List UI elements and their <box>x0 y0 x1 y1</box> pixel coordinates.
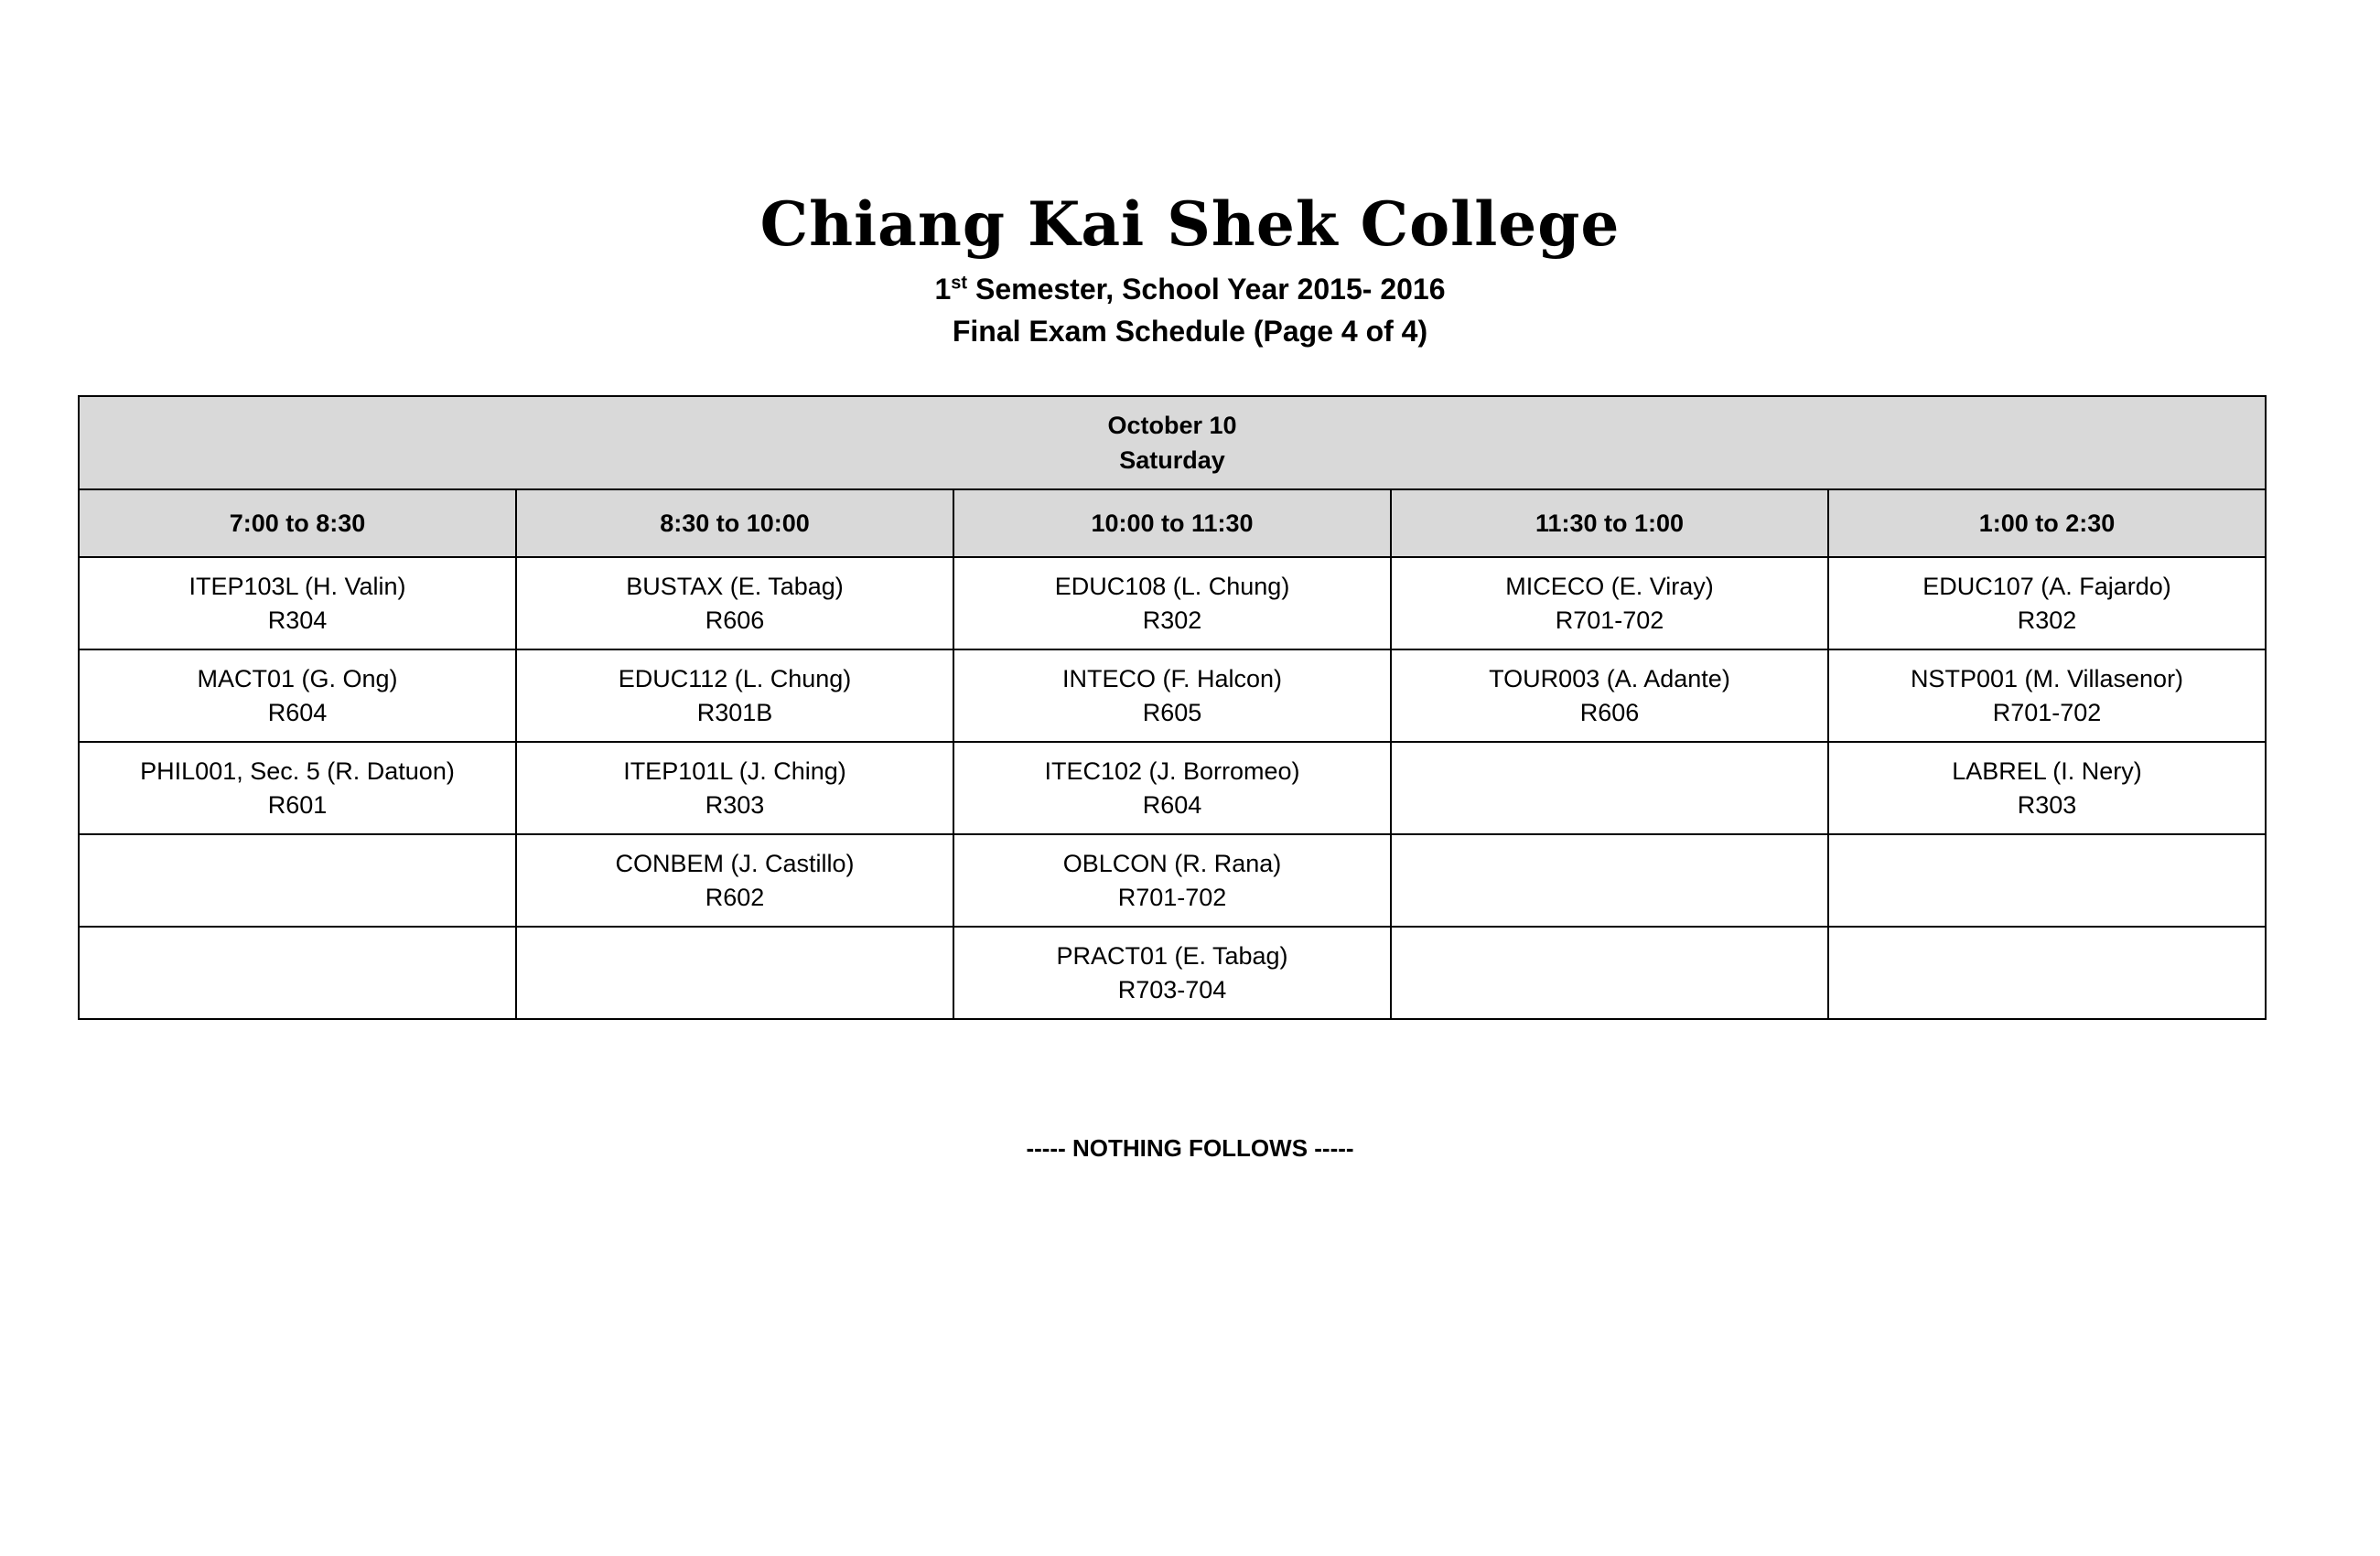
exam-cell <box>1391 557 1828 649</box>
exam-date: October 10 <box>1107 412 1237 439</box>
room: R604 <box>1142 790 1202 819</box>
room: R606 <box>705 606 765 634</box>
time-slot-header-row <box>79 489 2266 557</box>
exam-cell <box>79 927 516 1019</box>
room: R701-702 <box>1117 883 1227 911</box>
exam-cell <box>953 742 1391 834</box>
room: R703-704 <box>1117 975 1227 1003</box>
exam-cell <box>79 742 516 834</box>
course-instructor: MACT01 (G. Ong) <box>197 664 398 692</box>
room: R605 <box>1142 698 1202 726</box>
course-instructor: MICECO (E. Viray) <box>1505 572 1714 600</box>
course-instructor: OBLCON (R. Rana) <box>1062 849 1282 877</box>
course-instructor: NSTP001 (M. Villasenor) <box>1910 664 2184 692</box>
time-slot-header: 1:00 to 2:30 <box>1828 489 2266 557</box>
exam-day: Saturday <box>1119 446 1225 474</box>
time-slot-header: 10:00 to 11:30 <box>953 489 1391 557</box>
time-slot-header: 7:00 to 8:30 <box>79 489 516 557</box>
course-instructor: EDUC108 (L. Chung) <box>1054 572 1290 600</box>
exam-cell <box>1391 927 1828 1019</box>
date-header-cell <box>79 396 2266 489</box>
room: R302 <box>1142 606 1202 634</box>
exam-cell <box>516 742 953 834</box>
room: R303 <box>2017 790 2077 819</box>
exam-cell <box>79 557 516 649</box>
exam-cell <box>1828 834 2266 927</box>
exam-cell <box>953 834 1391 927</box>
table-row <box>79 742 2266 834</box>
course-instructor: LABREL (I. Nery) <box>1952 757 2142 785</box>
schedule-title: Final Exam Schedule (Page 4 of 4) <box>952 315 1428 348</box>
course-instructor: ITEP101L (J. Ching) <box>623 757 846 785</box>
exam-cell <box>516 834 953 927</box>
table-row <box>79 649 2266 742</box>
semester-ordinal-suffix: st <box>951 273 968 294</box>
exam-cell <box>1391 649 1828 742</box>
table-row <box>79 557 2266 649</box>
exam-cell <box>1391 834 1828 927</box>
course-instructor: EDUC112 (L. Chung) <box>618 664 852 692</box>
exam-schedule-table <box>78 395 2267 1020</box>
exam-cell <box>1828 649 2266 742</box>
exam-cell <box>79 834 516 927</box>
college-name: Chiang Kai Shek College <box>759 188 1621 260</box>
room: R302 <box>2017 606 2077 634</box>
room: R304 <box>267 606 328 634</box>
course-instructor: INTECO (F. Halcon) <box>1061 664 1283 692</box>
room: R602 <box>705 883 765 911</box>
course-instructor: PHIL001, Sec. 5 (R. Datuon) <box>140 757 455 785</box>
table-row <box>79 927 2266 1019</box>
exam-cell <box>516 927 953 1019</box>
room: R601 <box>267 790 328 819</box>
course-instructor: TOUR003 (A. Adante) <box>1489 664 1730 692</box>
exam-cell <box>79 649 516 742</box>
room: R701-702 <box>1555 606 1664 634</box>
course-instructor: ITEC102 (J. Borromeo) <box>1044 757 1300 785</box>
exam-cell <box>1391 742 1828 834</box>
exam-cell <box>953 557 1391 649</box>
exam-cell <box>1828 742 2266 834</box>
course-instructor: EDUC107 (A. Fajardo) <box>1922 572 2171 600</box>
room: R301B <box>696 698 773 726</box>
course-instructor: CONBEM (J. Castillo) <box>615 849 855 877</box>
nothing-follows-note: ----- NOTHING FOLLOWS ----- <box>1026 1134 1354 1162</box>
room: R701-702 <box>1992 698 2102 726</box>
table-row <box>79 834 2266 927</box>
exam-cell <box>516 557 953 649</box>
semester-ordinal-number: 1 <box>934 273 952 306</box>
room: R606 <box>1579 698 1640 726</box>
room: R604 <box>267 698 328 726</box>
exam-cell <box>1828 557 2266 649</box>
room: R303 <box>705 790 765 819</box>
course-instructor: ITEP103L (H. Valin) <box>188 572 406 600</box>
time-slot-header: 11:30 to 1:00 <box>1391 489 1828 557</box>
course-instructor: BUSTAX (E. Tabag) <box>626 572 844 600</box>
time-slot-header: 8:30 to 10:00 <box>516 489 953 557</box>
exam-cell <box>516 649 953 742</box>
exam-cell <box>953 927 1391 1019</box>
date-header-row <box>79 396 2266 489</box>
exam-cell <box>1828 927 2266 1019</box>
semester-school-year: Semester, School Year 2015- 2016 <box>967 273 1446 306</box>
course-instructor: PRACT01 (E. Tabag) <box>1056 941 1288 970</box>
semester-line <box>0 271 2380 307</box>
exam-cell <box>953 649 1391 742</box>
